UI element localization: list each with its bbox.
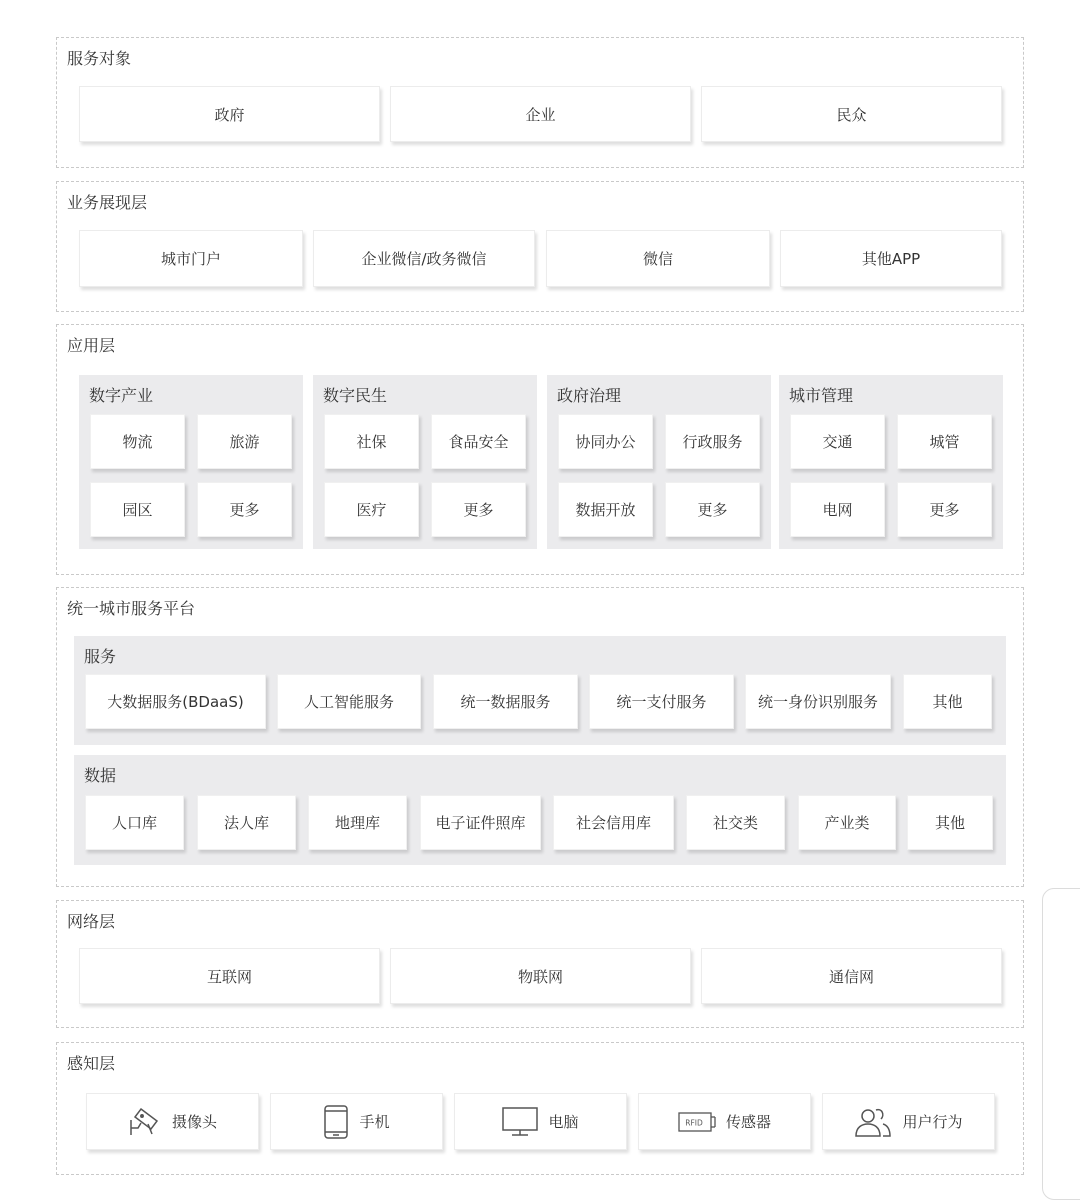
sensor-label: 摄像头 [171, 1113, 217, 1131]
app-group-digital-livelihood [313, 375, 537, 549]
data-item: 社会信用库 [553, 795, 674, 850]
platform-data-group [74, 755, 1006, 865]
data-item: 电子证件照库 [420, 795, 541, 850]
presentation-enterprise-wechat: 企业微信/政务微信 [313, 230, 535, 287]
app-item: 物流 [90, 414, 185, 469]
sensor-label: 传感器 [725, 1113, 771, 1131]
sensor-camera [86, 1093, 259, 1150]
sensor-label: 电脑 [548, 1113, 579, 1131]
layer-unified-platform [56, 587, 1024, 887]
layer-application [56, 324, 1024, 575]
app-item: 城管 [897, 414, 992, 469]
network-internet: 互联网 [79, 948, 380, 1004]
app-item: 更多 [897, 482, 992, 537]
layer-perception [56, 1042, 1024, 1175]
app-item: 更多 [665, 482, 760, 537]
app-group-city-management [779, 375, 1003, 549]
app-item: 协同办公 [558, 414, 653, 469]
target-government: 政府 [79, 86, 380, 142]
sensor-computer [454, 1093, 627, 1150]
group-title: 数字产业 [89, 386, 154, 405]
app-item: 行政服务 [665, 414, 760, 469]
group-title: 政府治理 [557, 386, 622, 405]
rfid-sensor-icon [678, 1111, 716, 1133]
data-item: 产业类 [798, 795, 896, 850]
layer-title: 网络层 [67, 912, 116, 931]
group-title: 数字民生 [323, 386, 388, 405]
app-item: 更多 [431, 482, 526, 537]
app-item: 电网 [790, 482, 885, 537]
layer-title: 应用层 [67, 336, 116, 355]
group-title: 服务 [84, 647, 117, 666]
layer-title: 统一城市服务平台 [67, 599, 196, 618]
platform-services-group [74, 636, 1006, 745]
layer-title: 业务展现层 [67, 193, 148, 212]
presentation-city-portal: 城市门户 [79, 230, 303, 287]
users-icon [854, 1106, 892, 1138]
service-item: 人工智能服务 [277, 674, 421, 729]
app-item: 医疗 [324, 482, 419, 537]
presentation-other-app: 其他APP [780, 230, 1002, 287]
data-item: 人口库 [85, 795, 184, 850]
sensor-user-behavior [822, 1093, 995, 1150]
layer-network [56, 900, 1024, 1028]
network-iot: 物联网 [390, 948, 691, 1004]
service-item: 其他 [903, 674, 992, 729]
service-item: 大数据服务(BDaaS) [85, 674, 266, 729]
data-item: 地理库 [308, 795, 407, 850]
app-item: 园区 [90, 482, 185, 537]
layer-title: 服务对象 [67, 49, 132, 68]
service-item: 统一数据服务 [433, 674, 578, 729]
app-item: 社保 [324, 414, 419, 469]
network-telecom: 通信网 [701, 948, 1002, 1004]
app-item: 数据开放 [558, 482, 653, 537]
target-public: 民众 [701, 86, 1002, 142]
phone-icon [323, 1105, 349, 1139]
layer-presentation [56, 181, 1024, 312]
service-item: 统一身份识别服务 [745, 674, 891, 729]
presentation-wechat: 微信 [546, 230, 770, 287]
side-panel [1042, 888, 1080, 1200]
app-item: 交通 [790, 414, 885, 469]
sensor-label: 手机 [359, 1113, 390, 1131]
service-item: 统一支付服务 [589, 674, 734, 729]
data-item: 其他 [907, 795, 993, 850]
computer-icon [502, 1106, 538, 1138]
data-item: 社交类 [686, 795, 785, 850]
group-title: 数据 [84, 766, 117, 785]
target-enterprise: 企业 [390, 86, 691, 142]
layer-title: 感知层 [67, 1054, 116, 1073]
app-group-digital-industry [79, 375, 303, 549]
sensor-label: 用户行为 [902, 1113, 963, 1131]
camera-icon [128, 1106, 162, 1138]
app-item: 食品安全 [431, 414, 526, 469]
app-item: 旅游 [197, 414, 292, 469]
group-title: 城市管理 [789, 386, 854, 405]
app-item: 更多 [197, 482, 292, 537]
rfid-icon-text: RFID [685, 1118, 703, 1127]
sensor-rfid [638, 1093, 811, 1150]
data-item: 法人库 [197, 795, 296, 850]
layer-service-targets [56, 37, 1024, 168]
sensor-phone [270, 1093, 443, 1150]
app-group-government-governance [547, 375, 771, 549]
